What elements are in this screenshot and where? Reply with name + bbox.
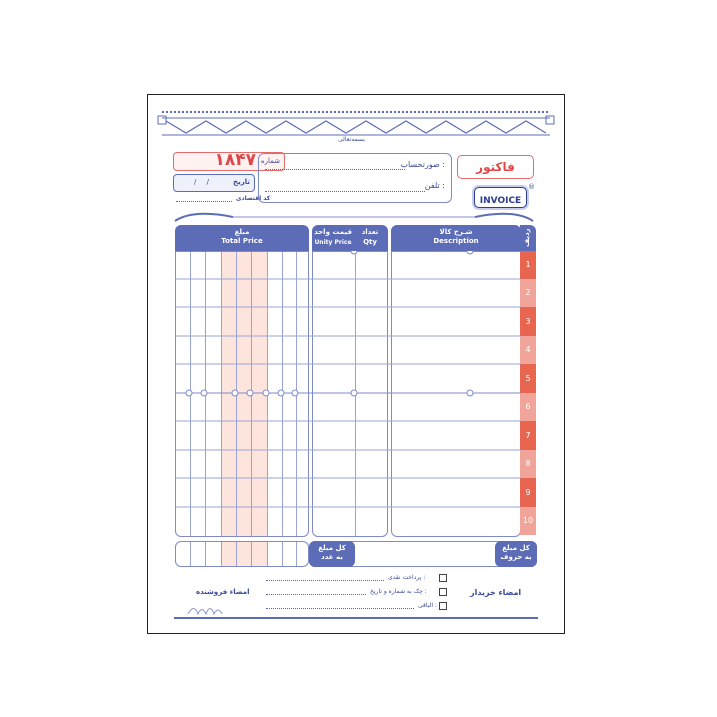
customer-box xyxy=(258,153,452,203)
qty-en: Qty xyxy=(363,238,377,246)
price-qty-header xyxy=(312,225,388,251)
in-numbers-line1: کل مبلغ xyxy=(318,544,346,552)
invoice-title-fa xyxy=(457,155,534,179)
row-number: 9 xyxy=(520,478,536,507)
check-payment-checkbox[interactable] xyxy=(439,588,447,596)
phone-line[interactable] xyxy=(265,191,425,192)
unit-price-fa: قیمت واحد xyxy=(314,228,352,236)
in-numbers-line2: به عدد xyxy=(321,553,343,561)
invoice-title-en xyxy=(474,187,527,208)
invoice-number-label: شماره xyxy=(260,157,280,165)
phone-label: تلفن : xyxy=(424,181,445,190)
unit-price-en: Unity Price xyxy=(314,239,352,246)
top-border-ornament xyxy=(156,107,556,137)
row-number: 10 xyxy=(520,507,536,535)
header-swirl-ornament xyxy=(173,209,535,223)
check-payment-label: چک به شماره و تاریخ : xyxy=(370,588,427,595)
remaining-label: الباقی : xyxy=(418,602,437,609)
row-index-header xyxy=(520,225,536,251)
registered-mark: ® xyxy=(528,183,535,191)
economic-code-label: کد اقتصادی xyxy=(236,195,271,202)
row-number: 8 xyxy=(520,450,536,478)
seller-signature-label: امضاء فروشنده xyxy=(196,588,250,596)
title-en-text: INVOICE xyxy=(479,196,522,206)
check-payment-line[interactable] xyxy=(266,594,366,595)
description-fa: شـرح کالا xyxy=(439,228,473,236)
row-index-column xyxy=(520,251,536,537)
total-price-fa: مبلغ xyxy=(234,228,250,236)
qty-fa: تعداد xyxy=(361,228,379,236)
economic-code-line[interactable] xyxy=(176,201,232,202)
remaining-checkbox[interactable] xyxy=(439,602,447,610)
row-number: 7 xyxy=(520,421,536,450)
total-price-en: Total Price xyxy=(221,237,263,245)
date-box[interactable] xyxy=(173,174,255,192)
row-number: 3 xyxy=(520,307,536,336)
date-label: تاریخ xyxy=(233,178,250,186)
row-number: 2 xyxy=(520,279,536,307)
row-number: 5 xyxy=(520,364,536,393)
in-words-line2: به حروف xyxy=(500,553,532,561)
buyer-signature-label: امضاء خریدار xyxy=(470,588,522,597)
cash-payment-label: پرداخت نقدی : xyxy=(388,574,426,581)
invoice-number: ۱۸۴۷ xyxy=(214,150,256,170)
total-in-words-label xyxy=(495,541,537,567)
customer-label: صورتحساب : xyxy=(400,160,445,169)
in-words-line1: کل مبلغ xyxy=(502,544,530,552)
customer-line[interactable] xyxy=(265,169,405,170)
row-label: ردیف xyxy=(523,228,531,247)
total-amount-cells[interactable] xyxy=(175,541,309,567)
row-number: 4 xyxy=(520,336,536,364)
total-price-header xyxy=(175,225,309,251)
row-number: 6 xyxy=(520,393,536,421)
row-grid-lines xyxy=(175,251,521,537)
description-en: Description xyxy=(433,237,479,245)
bottom-rule xyxy=(174,617,538,619)
row-number: 1 xyxy=(520,251,536,279)
title-fa-text: فاکتور xyxy=(476,160,515,174)
remaining-line[interactable] xyxy=(266,608,414,609)
invoice-sheet xyxy=(147,94,565,634)
total-in-numbers-label xyxy=(309,541,355,567)
bismillah: بسمه‌تعالی xyxy=(338,136,365,143)
description-header xyxy=(391,225,521,251)
date-value: / / xyxy=(194,178,213,186)
floral-ornament-icon xyxy=(186,601,226,615)
cash-payment-line[interactable] xyxy=(266,580,384,581)
cash-payment-checkbox[interactable] xyxy=(439,574,447,582)
